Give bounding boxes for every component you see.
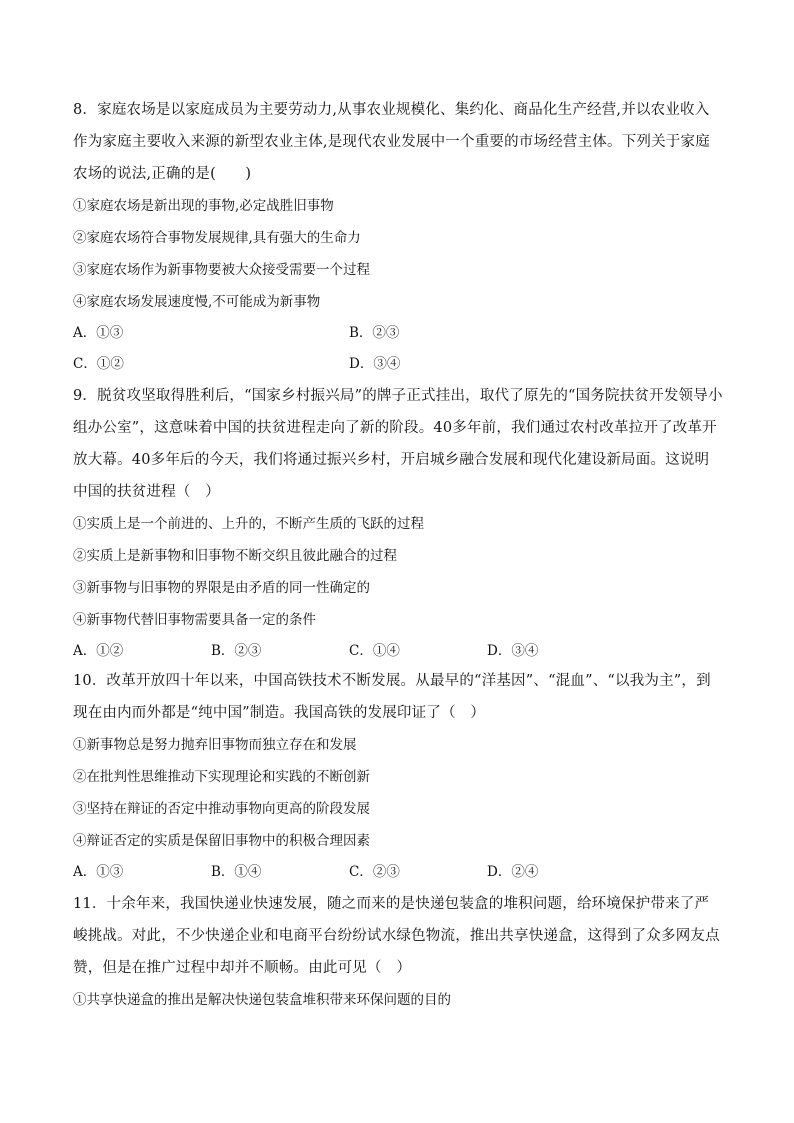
- statement: ①家庭农场是新出现的事物,必定战胜旧事物: [73, 198, 334, 214]
- answer-options-row: [73, 636, 723, 667]
- option-a[interactable]: A．①②: [73, 643, 124, 659]
- option-d[interactable]: D．②④: [487, 864, 539, 880]
- statement: ②实质上是新事物和旧事物不断交织且彼此融合的过程: [73, 548, 397, 564]
- statement: ②在批判性思维推动下实现理论和实践的不断创新: [73, 769, 370, 785]
- statement: ③新事物与旧事物的界限是由矛盾的同一性确定的: [73, 580, 370, 596]
- statement: ①实质上是一个前进的、上升的，不断产生质的飞跃的过程: [73, 516, 424, 532]
- statement: ④家庭农场发展速度慢,不可能成为新事物: [73, 294, 321, 310]
- statement: ④新事物代替旧事物需要具备一定的条件: [73, 612, 316, 628]
- statement: ②家庭农场符合事物发展规律,具有强大的生命力: [73, 230, 361, 246]
- statement: ③坚持在辩证的否定中推动事物向更高的阶段发展: [73, 801, 370, 817]
- question-stem: 11．十余年来，我国快递业快速发展，随之而来的是快递包装盒的堆积问题，给环境保护带来了严峻挑战。对此，不少快递企业和电商平台纷纷试水绿色物流，推出共享快递盒，这得到了众多网友点赞，但是在推广过程中却并不顺畅。由此可见（ ）: [73, 896, 720, 976]
- option-a[interactable]: A．①③: [73, 325, 124, 341]
- option-b[interactable]: B．①④: [211, 864, 262, 880]
- question-8: [73, 94, 723, 380]
- option-a[interactable]: A．①③: [73, 864, 124, 880]
- question-stem: 9．脱贫攻坚取得胜利后，“国家乡村振兴局”的牌子正式挂出，取代了原先的“国务院扶贫开发领导小组办公室”，这意味着中国的扶贫进程走向了新的阶段。40多年前，我们通过农村改革拉开了改革开放大幕。40多年后的今天，我们将通过振兴乡村，开启城乡融合发展和现代化建设新局面。这说明中国的扶贫进程（ ）: [73, 388, 723, 500]
- answer-options-row: [73, 349, 723, 380]
- option-b[interactable]: B．②③: [349, 325, 400, 341]
- question-10: [73, 665, 723, 888]
- answer-options-row: [73, 318, 723, 349]
- option-c[interactable]: C．②③: [349, 864, 400, 880]
- option-d[interactable]: D．③④: [349, 356, 401, 372]
- statement: ①新事物总是努力抛弃旧事物而独立存在和发展: [73, 737, 357, 753]
- option-c[interactable]: C．①②: [73, 356, 124, 372]
- answer-options-row: [73, 857, 723, 888]
- question-stem: 10．改革开放四十年以来，中国高铁技术不断发展。从最早的“洋基因”、“混血”、“以我为主”，到现在由内而外都是“纯中国”制造。我国高铁的发展印证了（ ）: [73, 673, 711, 721]
- option-b[interactable]: B．②③: [211, 643, 262, 659]
- question-11: [73, 888, 723, 1016]
- statement: ①共享快递盒的推出是解决快递包装盒堆积带来环保问题的目的: [73, 992, 451, 1008]
- option-d[interactable]: D．③④: [487, 643, 539, 659]
- option-c[interactable]: C．①④: [349, 643, 400, 659]
- question-9: [73, 380, 723, 667]
- question-stem: 8．家庭农场是以家庭成员为主要劳动力,从事农业规模化、集约化、商品化生产经营,并以农业收入作为家庭主要收入来源的新型农业主体,是现代农业发展中一个重要的市场经营主体。下列关于家庭农场的说法,正确的是( ): [73, 102, 710, 182]
- statement: ④辩证否定的实质是保留旧事物中的积极合理因素: [73, 833, 370, 849]
- statement: ③家庭农场作为新事物要被大众接受需要一个过程: [73, 262, 370, 278]
